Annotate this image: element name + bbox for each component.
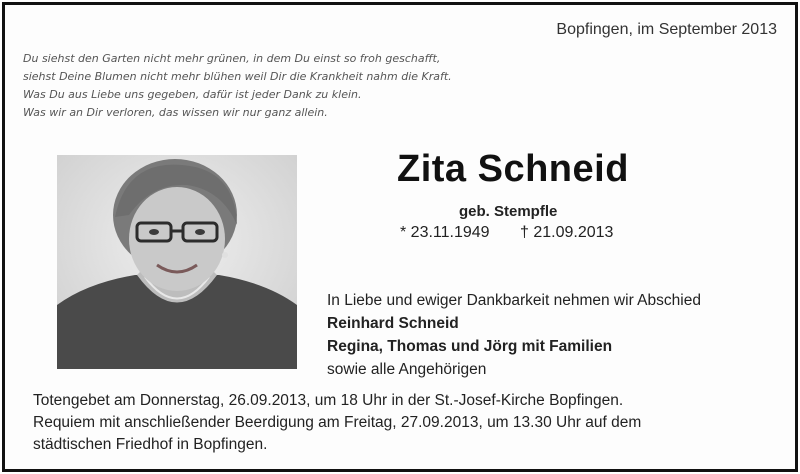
death-date: † 21.09.2013 xyxy=(520,224,614,241)
poem xyxy=(23,50,452,122)
portrait-photo xyxy=(57,155,297,369)
life-dates xyxy=(400,224,613,242)
poem-line: siehst Deine Blumen nicht mehr blühen weil Dir die Krankheit nahm die Kraft. xyxy=(23,70,452,83)
family-block xyxy=(327,289,701,381)
mourner-children: Regina, Thomas und Jörg mit Familien xyxy=(327,338,613,355)
service-line: städtischen Friedhof in Bopfingen. xyxy=(33,436,268,453)
service-line: Totengebet am Donnerstag, 26.09.2013, um 18 Uhr in der St.-Josef-Kirche Bopfingen. xyxy=(33,392,624,409)
mourner-relatives: sowie alle Angehörigen xyxy=(327,361,487,378)
farewell-intro: In Liebe und ewiger Dankbarkeit nehmen wir Abschied xyxy=(327,292,701,309)
mourner-spouse: Reinhard Schneid xyxy=(327,315,459,332)
obituary-card xyxy=(2,2,798,472)
service-line: Requiem mit anschließender Beerdigung am Freitag, 27.09.2013, um 13.30 Uhr auf dem xyxy=(33,414,642,431)
poem-line: Was wir an Dir verloren, das wissen wir nur ganz allein. xyxy=(23,106,328,119)
maiden-name: geb. Stempfle xyxy=(459,203,558,220)
deceased-name: Zita Schneid xyxy=(397,148,629,190)
poem-line: Du siehst den Garten nicht mehr grünen, in dem Du einst so froh geschafft, xyxy=(23,52,441,65)
portrait-icon xyxy=(57,155,297,369)
place-date: Bopfingen, im September 2013 xyxy=(556,21,777,38)
service-info xyxy=(33,390,641,456)
birth-date: * 23.11.1949 xyxy=(400,224,490,241)
poem-line: Was Du aus Liebe uns gegeben, dafür ist jeder Dank zu klein. xyxy=(23,88,362,101)
